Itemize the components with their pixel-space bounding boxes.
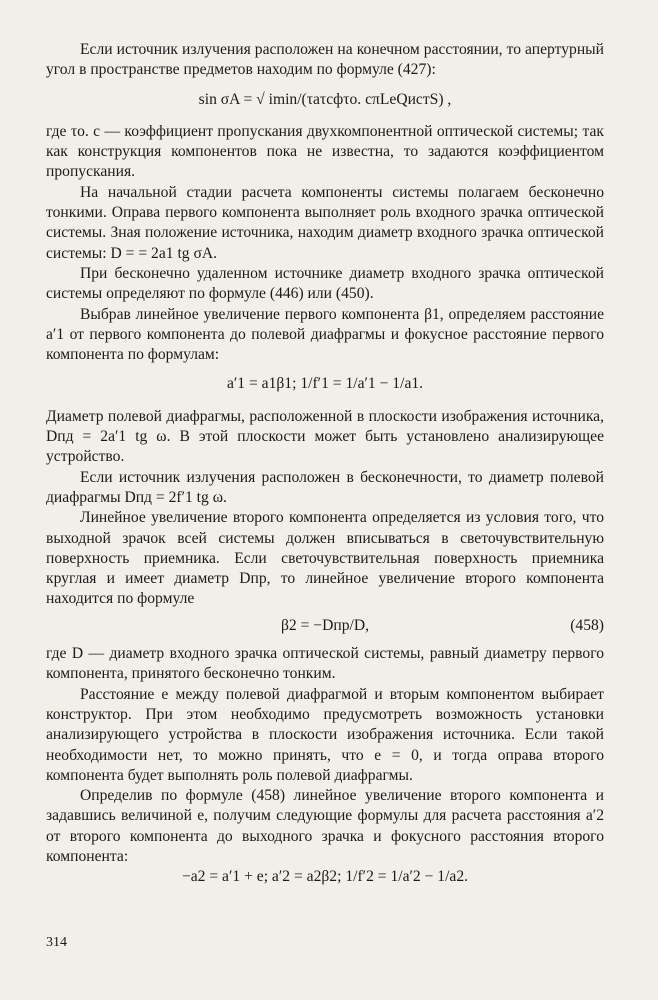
formula-458 xyxy=(46,616,604,636)
page-number: 314 xyxy=(46,935,67,950)
paragraph: Диаметр полевой диафрагмы, расположенной в плоскости изображения источника, Dпд = 2a′1 tg ω. В этой плоскости может быть установлено анализирующее устройство. xyxy=(46,407,604,466)
paragraph: Определив по формуле (458) линейное увеличение второго компонента и задавшись величиной e, получим следующие формулы для расчета расстояния a′2 от второго компонента до выходного зрачка и фокусного расстояния второго компонента: xyxy=(46,787,604,865)
paragraph: Расстояние e между полевой диафрагмой и вторым компонентом выбирает конструктор. При этом необходимо предусмотреть возможность установки анализирующего устройства в плоскости изображения источника. Если такой необходимости нет, то можно принять, что e = 0, и тогда оправа второго компонента будет выполнять роль полевой диафрагмы. xyxy=(46,685,604,784)
formula-sin-sigma: sin σA = √ imin/(τaτcфτo. cπLeQистS) , xyxy=(198,90,452,108)
formula-second-component: −a2 = a′1 + e; a′2 = a2β2; 1/f′2 = 1/a′2 − 1/a2. xyxy=(181,868,469,886)
paragraph: Если источник излучения расположен на конечном расстоянии, то апертурный угол в пространстве предметов находим по формуле (427): xyxy=(46,41,604,79)
paragraph: Если источник излучения расположен в бесконечности, то диаметр полевой диафрагмы Dпд = 2f′1 tg ω. xyxy=(46,468,604,506)
paragraph: где τo. c — коэффициент пропускания двухкомпонентной оптической системы; так как конструкция компонентов пока не известна, то задаются коэффициентом пропускания. xyxy=(46,122,604,181)
paragraph: где D — диаметр входного зрачка оптической системы, равный диаметру первого компонента, принятого бесконечно тонким. xyxy=(46,645,604,683)
formula-first-component: a′1 = a1β1; 1/f′1 = 1/a′1 − 1/a1. xyxy=(226,375,424,393)
formula-beta2: β2 = −Dпр/D, xyxy=(280,616,369,634)
paragraph: Линейное увеличение второго компонента определяется из условия того, что выходной зрачок всей системы должен вписываться в светочувствительную поверхность приемника. Если светочувствительная поверхность приемника круглая и имеет диаметр Dпр, то линейное увеличение второго компонента находится по формуле xyxy=(46,509,604,608)
paragraph: При бесконечно удаленном источнике диаметр входного зрачка оптической системы определяют по формуле (446) или (450). xyxy=(46,264,604,303)
equation-number: (458) xyxy=(570,616,604,634)
page-body xyxy=(46,40,604,888)
paragraph: Выбрав линейное увеличение первого компонента β1, определяем расстояние a′1 от первого компонента до полевой диафрагмы и фокусное расстояние первого компонента по формулам: xyxy=(46,305,604,364)
paragraph: На начальной стадии расчета компоненты системы полагаем бесконечно тонкими. Оправа первого компонента выполняет роль входного зрачка оптической системы. Зная положение источника, находим диаметр входного зрачка оптической системы: D = = 2a1 tg σA. xyxy=(46,183,604,262)
